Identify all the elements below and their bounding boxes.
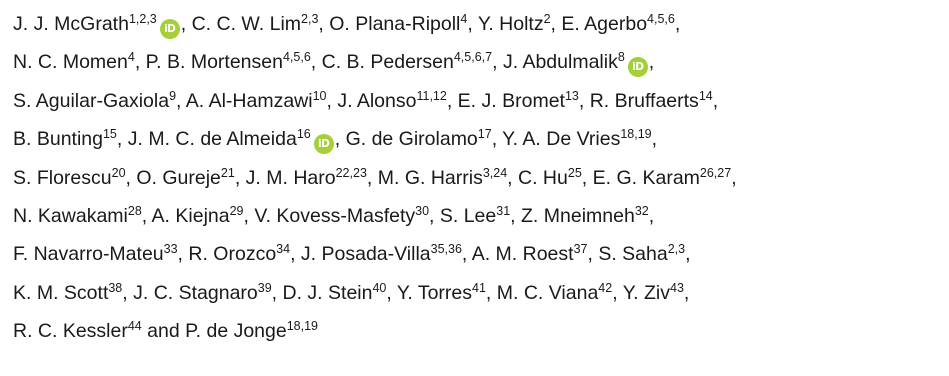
separator: , xyxy=(446,89,458,112)
affiliation-marker: 43 xyxy=(670,280,684,295)
separator: , xyxy=(326,89,338,112)
author xyxy=(246,167,378,189)
author-line xyxy=(13,159,943,197)
author-name[interactable]: E. Agerbo xyxy=(561,13,648,35)
author xyxy=(478,13,562,35)
author xyxy=(152,205,255,227)
author xyxy=(458,90,590,112)
affiliation-marker: 42 xyxy=(598,280,613,295)
affiliation-marker: 18,19 xyxy=(286,319,318,334)
affiliation-marker: 26,27 xyxy=(699,165,732,180)
affiliation-marker: 25 xyxy=(567,165,582,180)
separator: , xyxy=(125,166,137,189)
author xyxy=(136,167,245,189)
author xyxy=(590,90,718,112)
author-name[interactable]: J. C. Stagnaro xyxy=(133,281,258,304)
affiliation-marker: 39 xyxy=(257,280,272,295)
separator: , xyxy=(648,51,655,74)
author-name[interactable]: G. de Girolamo xyxy=(345,128,478,151)
author-name[interactable]: J. Alonso xyxy=(337,89,417,112)
separator: , xyxy=(366,166,378,189)
separator: , xyxy=(177,243,189,266)
affiliation-marker: 22,23 xyxy=(335,165,367,180)
separator: , xyxy=(234,166,246,189)
author-line xyxy=(13,197,943,235)
author xyxy=(13,13,192,35)
author-name[interactable]: Y. Torres xyxy=(396,281,473,304)
separator: , xyxy=(683,281,690,304)
separator: , xyxy=(176,89,186,112)
affiliation-marker: 4 xyxy=(127,50,135,65)
author-name[interactable]: M. C. Viana xyxy=(496,281,599,304)
author-line xyxy=(13,43,943,81)
author xyxy=(301,243,472,265)
author-name[interactable]: R. Bruffaerts xyxy=(589,89,699,112)
author xyxy=(518,167,593,189)
author xyxy=(254,205,440,227)
author xyxy=(503,51,654,73)
affiliation-marker: 4,5,6 xyxy=(282,50,311,65)
author xyxy=(378,167,518,189)
affiliation-marker: 2 xyxy=(543,12,551,26)
affiliation-marker: 8 xyxy=(617,50,625,65)
author xyxy=(13,90,186,112)
author-name[interactable]: Y. A. De Vries xyxy=(502,128,621,151)
author xyxy=(497,282,623,304)
separator: , xyxy=(651,128,658,151)
author xyxy=(13,205,152,227)
author xyxy=(13,320,185,342)
affiliation-marker: 28 xyxy=(127,203,142,218)
author-name[interactable]: V. Kovess-Masfety xyxy=(254,204,416,227)
separator: , xyxy=(550,13,562,35)
separator: , xyxy=(492,51,503,74)
separator: , xyxy=(674,13,681,35)
separator: , xyxy=(122,281,134,304)
separator: , xyxy=(461,243,472,266)
orcid-icon[interactable]: iD xyxy=(160,19,180,39)
author xyxy=(13,167,136,189)
author xyxy=(192,13,330,35)
author-name[interactable]: S. Saha xyxy=(598,243,668,266)
author-line xyxy=(13,120,943,158)
separator: and xyxy=(141,320,186,343)
author xyxy=(13,243,188,265)
author xyxy=(329,13,478,35)
affiliation-marker: 4,5,6,7 xyxy=(453,50,493,65)
affiliation-marker: 9 xyxy=(169,88,177,103)
affiliation-marker: 4,5,6 xyxy=(647,12,675,26)
author-line xyxy=(13,274,943,312)
author-name[interactable]: J. Abdulmalik xyxy=(502,51,618,74)
orcid-icon[interactable]: iD xyxy=(314,134,334,154)
author xyxy=(561,13,680,35)
author-name[interactable]: N. Kawakami xyxy=(13,204,128,227)
author-name[interactable]: F. Navarro-Mateu xyxy=(13,243,164,266)
separator: , xyxy=(491,128,503,151)
author xyxy=(13,282,133,304)
affiliation-marker: 30 xyxy=(415,203,430,218)
affiliation-marker: 29 xyxy=(229,203,244,218)
affiliation-marker: 32 xyxy=(634,203,649,218)
author-name[interactable]: P. de Jonge xyxy=(185,320,287,343)
author xyxy=(146,51,322,73)
affiliation-marker: 17 xyxy=(477,127,492,142)
affiliation-marker: 37 xyxy=(573,242,588,257)
author-name[interactable]: O. Gureje xyxy=(136,166,221,189)
affiliation-marker: 10 xyxy=(312,88,327,103)
author-name[interactable]: A. Kiejna xyxy=(151,204,230,227)
author-line xyxy=(13,312,943,350)
separator: , xyxy=(712,89,719,112)
affiliation-marker: 44 xyxy=(127,319,142,334)
author-name[interactable]: B. Bunting xyxy=(13,128,103,151)
affiliation-marker: 4 xyxy=(460,12,468,26)
author-name[interactable]: R. Orozco xyxy=(188,243,277,266)
author xyxy=(598,243,690,265)
author xyxy=(346,128,503,150)
affiliation-marker: 33 xyxy=(163,242,178,257)
author xyxy=(186,90,338,112)
affiliation-marker: 1,2,3 xyxy=(128,12,157,26)
author xyxy=(13,51,146,73)
orcid-icon[interactable]: iD xyxy=(628,57,648,77)
affiliation-marker: 35,36 xyxy=(430,242,462,257)
separator: , xyxy=(612,281,623,304)
author xyxy=(188,243,301,265)
affiliation-marker: 3,24 xyxy=(482,165,508,180)
affiliation-marker: 11,12 xyxy=(416,88,447,103)
separator: , xyxy=(290,243,301,266)
author-name[interactable]: J. M. Haro xyxy=(245,166,336,189)
author-line xyxy=(13,235,943,273)
separator: , xyxy=(587,243,599,266)
affiliation-marker: 15 xyxy=(102,127,117,142)
affiliation-marker: 18,19 xyxy=(620,127,652,142)
separator: , xyxy=(141,204,152,227)
author xyxy=(521,205,654,227)
author xyxy=(322,51,503,73)
author-name[interactable]: P. B. Mortensen xyxy=(145,51,283,74)
affiliation-marker: 13 xyxy=(564,88,579,103)
author xyxy=(133,282,282,304)
author-name[interactable]: R. C. Kessler xyxy=(13,320,128,343)
author-name[interactable]: Y. Holtz xyxy=(477,13,544,35)
affiliation-marker: 2,3 xyxy=(667,242,686,257)
author-name[interactable]: A. Al-Hamzawi xyxy=(185,89,313,112)
affiliation-marker: 31 xyxy=(496,203,511,218)
author-name[interactable]: Y. Ziv xyxy=(622,281,671,304)
author xyxy=(185,320,318,342)
separator: , xyxy=(271,281,283,304)
separator: , xyxy=(578,89,590,112)
separator: , xyxy=(386,281,397,304)
author-name[interactable]: K. M. Scott xyxy=(13,281,109,304)
separator: , xyxy=(731,166,737,189)
separator: , xyxy=(116,128,128,151)
author-name[interactable]: S. Florescu xyxy=(13,166,112,189)
separator: , xyxy=(485,281,497,304)
separator: , xyxy=(510,204,522,227)
author-name[interactable]: A. M. Roest xyxy=(471,243,574,266)
author-name[interactable]: N. C. Momen xyxy=(13,51,128,74)
affiliation-marker: 2,3 xyxy=(301,12,319,26)
separator: , xyxy=(581,166,593,189)
author xyxy=(472,243,599,265)
author-name[interactable]: C. B. Pedersen xyxy=(321,51,454,74)
separator: , xyxy=(648,204,655,227)
author xyxy=(128,128,346,150)
author-name[interactable]: J. J. McGrath xyxy=(13,13,129,35)
author-name[interactable]: D. J. Stein xyxy=(282,281,373,304)
author-line xyxy=(13,82,943,120)
author xyxy=(502,128,657,150)
affiliation-marker: 41 xyxy=(472,280,486,295)
author-name[interactable]: M. G. Harris xyxy=(377,166,483,189)
affiliation-marker: 14 xyxy=(698,88,713,103)
separator: , xyxy=(318,13,330,35)
separator: , xyxy=(685,243,691,266)
affiliation-marker: 20 xyxy=(111,165,126,180)
author-line xyxy=(13,5,943,43)
separator: , xyxy=(429,204,440,227)
author xyxy=(337,90,457,112)
affiliation-marker: 16 xyxy=(296,127,311,142)
affiliation-marker: 40 xyxy=(372,280,387,295)
affiliation-marker: 21 xyxy=(220,165,235,180)
author-name[interactable]: J. M. C. de Almeida xyxy=(127,128,297,151)
author-name[interactable]: J. Posada-Villa xyxy=(300,243,431,266)
author xyxy=(397,282,497,304)
author-name[interactable]: Z. Mneimneh xyxy=(521,204,635,227)
author xyxy=(13,128,128,150)
separator: , xyxy=(467,13,478,35)
separator: , xyxy=(310,51,322,74)
author-name[interactable]: E. J. Bromet xyxy=(457,89,565,112)
author xyxy=(440,205,521,227)
author-list xyxy=(13,5,943,351)
author-name[interactable]: S. Aguilar-Gaxiola xyxy=(13,89,170,112)
author-name[interactable]: E. G. Karam xyxy=(592,166,700,189)
affiliation-marker: 34 xyxy=(276,242,291,257)
author-name[interactable]: C. C. W. Lim xyxy=(191,13,302,35)
separator: , xyxy=(180,13,192,35)
separator: , xyxy=(243,204,255,227)
author-name[interactable]: S. Lee xyxy=(439,204,497,227)
author-name[interactable]: O. Plana-Ripoll xyxy=(329,13,461,35)
separator: , xyxy=(134,51,146,74)
author xyxy=(593,167,737,189)
separator: , xyxy=(334,128,346,151)
affiliation-marker: 38 xyxy=(108,280,123,295)
author xyxy=(283,282,397,304)
author-name[interactable]: C. Hu xyxy=(518,166,568,189)
separator: , xyxy=(507,166,519,189)
author xyxy=(623,282,690,304)
